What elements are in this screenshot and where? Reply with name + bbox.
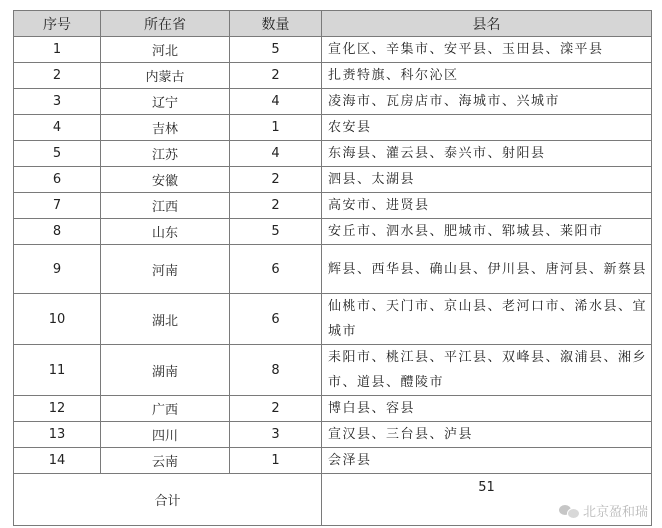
header-index: 序号 [14,11,101,37]
table-row [14,193,652,219]
header-count: 数量 [230,11,322,37]
cell-counties: 耒阳市、桃江县、平江县、双峰县、溆浦县、湘乡市、道县、醴陵市 [322,345,652,396]
total-row [14,474,652,526]
cell-index: 10 [14,294,101,345]
cell-province: 湖北 [101,294,230,345]
table-row [14,245,652,294]
cell-province: 河北 [101,37,230,63]
cell-count: 5 [230,37,322,63]
cell-index: 6 [14,167,101,193]
cell-counties: 宣汉县、三台县、泸县 [322,422,652,448]
cell-counties: 宣化区、辛集市、安平县、玉田县、滦平县 [322,37,652,63]
cell-index: 1 [14,37,101,63]
cell-counties: 博白县、容县 [322,396,652,422]
cell-province: 江苏 [101,141,230,167]
cell-province: 安徽 [101,167,230,193]
cell-province: 吉林 [101,115,230,141]
wechat-icon [559,504,579,518]
table-row [14,448,652,474]
table-row [14,89,652,115]
cell-index: 2 [14,63,101,89]
cell-count: 2 [230,193,322,219]
cell-count: 1 [230,448,322,474]
cell-province: 云南 [101,448,230,474]
table-row [14,141,652,167]
cell-counties: 泗县、太湖县 [322,167,652,193]
cell-index: 4 [14,115,101,141]
cell-counties: 高安市、进贤县 [322,193,652,219]
cell-count: 2 [230,396,322,422]
cell-counties: 仙桃市、天门市、京山县、老河口市、浠水县、宜城市 [322,294,652,345]
table-row [14,63,652,89]
table-row [14,115,652,141]
cell-count: 2 [230,63,322,89]
table-row [14,422,652,448]
cell-province: 河南 [101,245,230,294]
cell-count: 6 [230,294,322,345]
table-row [14,294,652,345]
cell-count: 3 [230,422,322,448]
cell-index: 9 [14,245,101,294]
watermark [559,501,648,520]
table-row [14,37,652,63]
cell-province: 四川 [101,422,230,448]
cell-province: 辽宁 [101,89,230,115]
header-province: 所在省 [101,11,230,37]
cell-index: 7 [14,193,101,219]
cell-province: 广西 [101,396,230,422]
county-table [13,10,652,526]
cell-count: 8 [230,345,322,396]
table-row [14,345,652,396]
cell-index: 11 [14,345,101,396]
cell-count: 4 [230,141,322,167]
cell-index: 12 [14,396,101,422]
cell-counties: 辉县、西华县、确山县、伊川县、唐河县、新蔡县 [322,245,652,294]
cell-counties: 农安县 [322,115,652,141]
cell-index: 3 [14,89,101,115]
cell-count: 6 [230,245,322,294]
table-header-row [14,11,652,37]
cell-counties: 会泽县 [322,448,652,474]
total-value: 51 [322,474,652,526]
cell-counties: 东海县、灌云县、泰兴市、射阳县 [322,141,652,167]
cell-province: 湖南 [101,345,230,396]
cell-province: 江西 [101,193,230,219]
cell-count: 2 [230,167,322,193]
cell-index: 14 [14,448,101,474]
table-row [14,219,652,245]
cell-count: 5 [230,219,322,245]
watermark-text: 北京盈和瑞 [582,504,648,519]
cell-count: 4 [230,89,322,115]
cell-index: 13 [14,422,101,448]
cell-count: 1 [230,115,322,141]
cell-province: 山东 [101,219,230,245]
county-table-container [13,10,651,526]
total-label: 合计 [14,474,322,526]
table-row [14,167,652,193]
cell-counties: 扎赉特旗、科尔沁区 [322,63,652,89]
cell-index: 5 [14,141,101,167]
header-counties: 县名 [322,11,652,37]
table-row [14,396,652,422]
cell-counties: 凌海市、瓦房店市、海城市、兴城市 [322,89,652,115]
cell-counties: 安丘市、泗水县、肥城市、郓城县、莱阳市 [322,219,652,245]
cell-province: 内蒙古 [101,63,230,89]
cell-index: 8 [14,219,101,245]
